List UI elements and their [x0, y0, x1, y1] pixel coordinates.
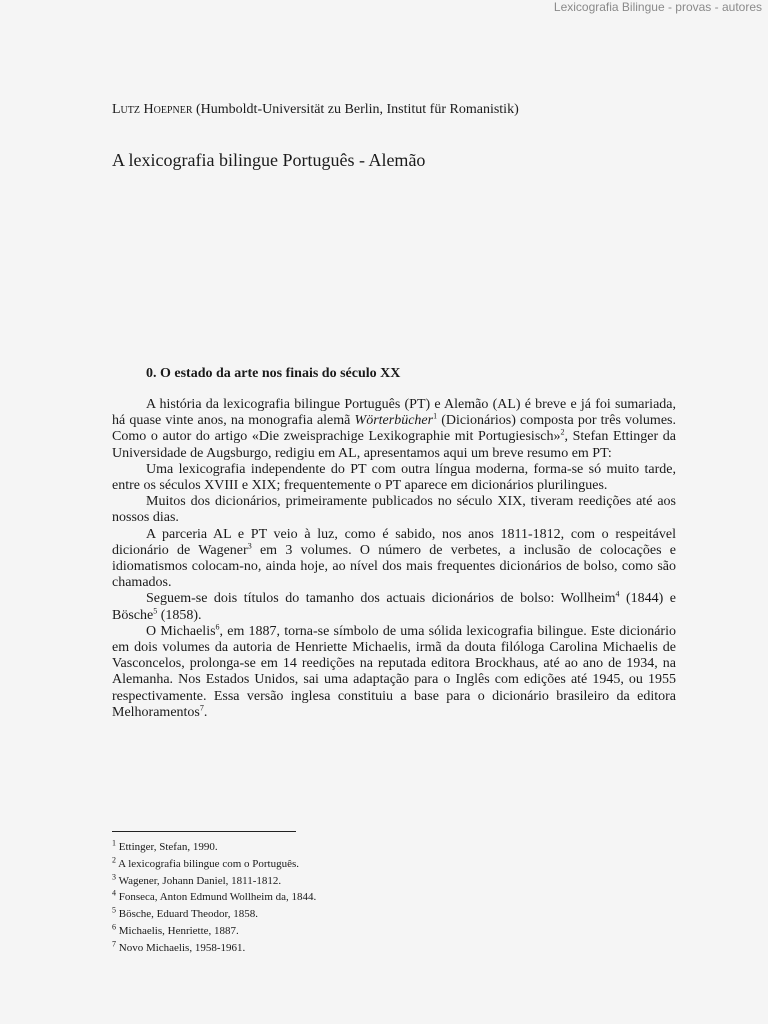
paragraph-6-text-c: .	[203, 704, 208, 720]
footnote	[112, 873, 316, 890]
footnote-number: 4	[112, 888, 116, 898]
footnote-ref-1[interactable]: 1	[433, 411, 438, 421]
footnote-text: Ettinger, Stefan, 1990.	[118, 841, 218, 853]
paragraph-1	[112, 397, 676, 462]
paragraph-5-text-b: (1844) e Bösche	[112, 591, 676, 623]
paragraph-1-text-b: (Dicionários) composta por três volumes. Como o autor do artigo «Die zweisprachige Lexikographie mit Portugiesisch»	[112, 413, 676, 445]
footnote-text: Wagener, Johann Daniel, 1811-1812.	[118, 874, 282, 887]
footnote-number: 5	[112, 905, 116, 915]
footnote	[112, 906, 316, 923]
paragraph-6-text-a: O Michaelis	[146, 623, 216, 639]
paragraph-4	[112, 527, 676, 592]
paragraph-4-text-a: A parceria AL e PT veio à luz, como é sabido, nos anos 1811-1812, com o respeitável dicionário de Wagener	[112, 526, 676, 558]
footnote-number: 3	[112, 871, 116, 881]
footnote-divider	[112, 831, 296, 832]
paragraph-1-text-c: , Stefan Ettinger da Universidade de Augsburgo, redigiu em AL, apresentamos aqui um breve resumo em PT:	[112, 429, 676, 461]
paragraph-6-text-b: , em 1887, torna-se símbolo de uma sólida lexicografia bilingue. Este dicionário em dois volumes da autoria de Henriette Michaelis, irmã da douta filóloga Carolina Michaelis de Vasconcelos, prolonga-se em 14 reedições na reputada editora Brockhaus, até ao ano de 1934, na Alemanha. Nos Estados Unidos, sai uma adaptação para o Inglês com edições até 1945, ou 1955 respectivamente. Essa versão inglesa constituiu a base para o dicionário brasileiro da editora Melhoramentos	[112, 623, 676, 720]
footnote-text: A lexicografia bilingue com o Português.	[118, 857, 300, 870]
footnote-number: 7	[112, 939, 116, 949]
footnote	[112, 889, 316, 906]
footnote-text: Bösche, Eduard Theodor, 1858.	[118, 908, 259, 921]
footnote	[112, 923, 316, 940]
author-affiliation: (Humboldt-Universität zu Berlin, Institut für Romanistik)	[196, 102, 519, 117]
paragraph-4-text-b: em 3 volumes. O número de verbetes, a inclusão de colocações e idiomatismos colocam-no, ainda hoje, ao nível dos mais frequentes dicionários de bolso, como são chamados.	[112, 542, 677, 591]
paragraph-6	[112, 624, 676, 721]
footnote-ref-4[interactable]: 4	[615, 589, 620, 599]
footnote-text: Novo Michaelis, 1958-1961.	[118, 941, 246, 954]
watermark-text: Lexicografia Bilingue - provas - autores	[553, 0, 762, 14]
paragraph-3: Muitos dos dicionários, primeiramente publicados no século XIX, tiveram reedições até aos nossos dias.	[112, 494, 676, 526]
footnote-number: 6	[112, 922, 116, 932]
paragraph-5-text-c: (1858).	[157, 607, 202, 623]
paragraph-5	[112, 591, 676, 623]
paragraph-2: Uma lexicografia independente do PT com outra língua moderna, forma-se só muito tarde, entre os séculos XVIII e XIX; frequentemente o PT aparece em dicionários plurilingues.	[112, 461, 676, 494]
footnote-text: Michaelis, Henriette, 1887.	[118, 924, 239, 937]
footnote-number: 2	[112, 855, 116, 865]
paragraph-1-text-a: A história da lexicografia bilingue Português (PT) e Alemão (AL) é breve e já foi sumariada, há quase vinte anos, na monografia alemã	[112, 397, 676, 429]
article-body	[112, 397, 676, 721]
author-line	[112, 102, 519, 118]
paragraph-5-text-a: Seguem-se dois títulos do tamanho dos actuais dicionários de bolso: Wollheim	[146, 591, 616, 607]
article-title: A lexicografia bilingue Português - Alemão	[112, 150, 426, 170]
footnote-ref-3[interactable]: 3	[247, 541, 252, 551]
author-name: Lutz Hoepner	[112, 102, 193, 117]
footnote	[112, 856, 316, 873]
footnote	[112, 940, 316, 957]
footnote	[112, 839, 316, 856]
section-heading: 0. O estado da arte nos finais do século XX	[146, 366, 401, 381]
footnote-number: 1	[112, 838, 116, 848]
footnote-ref-6[interactable]: 6	[215, 622, 220, 632]
footnote-text: Fonseca, Anton Edmund Wollheim da, 1844.	[118, 891, 317, 904]
footnote-ref-7[interactable]: 7	[199, 703, 204, 713]
footnotes-list	[112, 839, 316, 957]
work-title: Wörterbücher	[354, 413, 434, 429]
footnote-ref-5[interactable]: 5	[153, 605, 158, 615]
footnote-ref-2[interactable]: 2	[560, 427, 565, 437]
